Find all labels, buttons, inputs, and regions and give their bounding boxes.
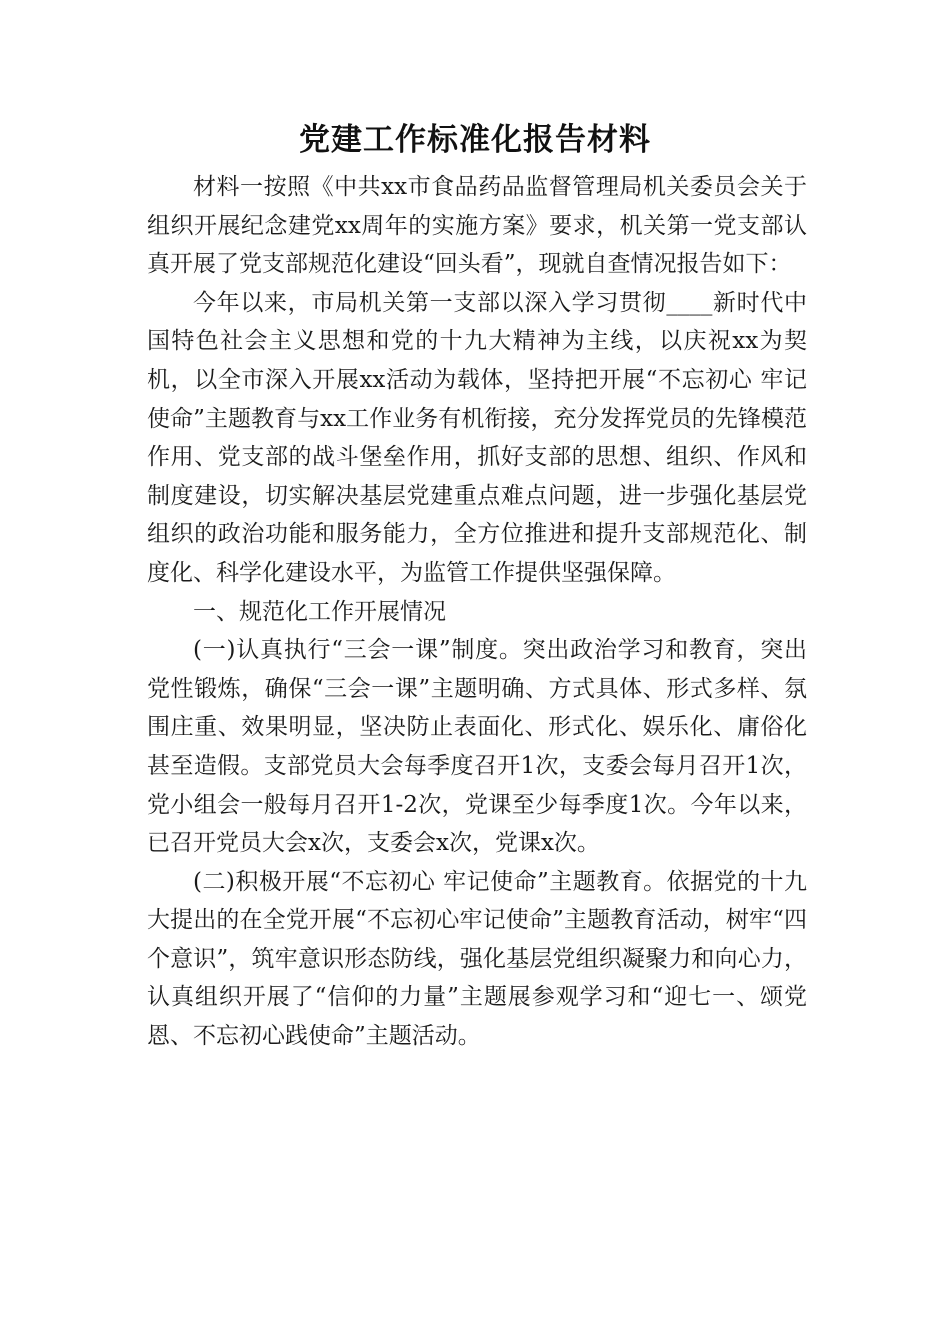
paragraph-item-2: (二)积极开展“不忘初心 牢记使命”主题教育。依据党的十九大提出的在全党开展“不忘初心牢记使命”主题教育活动，树牢“四个意识”，筑牢意识形态防线，强化基层党组织凝聚力和向心力，认真组织开展了“信仰的力量”主题展参观学习和“迎七一、颂党恩、不忘初心践使命”主题活动。 — [147, 868, 807, 1050]
document-body — [147, 168, 807, 1056]
section-heading: 一、规范化工作开展情况 — [193, 598, 446, 625]
document-title: 党建工作标准化报告材料 — [299, 122, 651, 158]
paragraph-overview: 今年以来，市局机关第一支部以深入学习贯彻____新时代中国特色社会主义思想和党的十九大精神为主线，以庆祝xx为契机，以全市深入开展xx活动为载体，坚持把开展“不忘初心 牢记使命”主题教育与xx工作业务有机衔接，充分发挥党员的先锋模范作用、党支部的战斗堡垒作用，抓好支部的思想、组织、作风和制度建设，切实解决基层党建重点难点问题，进一步强化基层党组织的政治功能和服务能力，全方位推进和提升支部规范化、制度化、科学化建设水平，为监管工作提供坚强保障。 — [147, 289, 807, 586]
paragraph-item-1: (一)认真执行“三会一课”制度。突出政治学习和教育，突出党性锻炼，确保“三会一课”主题明确、方式具体、形式多样、氛围庄重、效果明显，坚决防止表面化、形式化、娱乐化、庸俗化甚至造假。支部党员大会每季度召开1次，支委会每月召开1次，党小组会一般每月召开1-2次，党课至少每季度1次。今年以来，已召开党员大会x次，支委会x次，党课x次。 — [147, 637, 807, 857]
paragraph-intro: 材料一按照《中共xx市食品药品监督管理局机关委员会关于组织开展纪念建党xx周年的实施方案》要求，机关第一党支部认真开展了党支部规范化建设“回头看”，现就自查情况报告如下： — [147, 174, 807, 278]
